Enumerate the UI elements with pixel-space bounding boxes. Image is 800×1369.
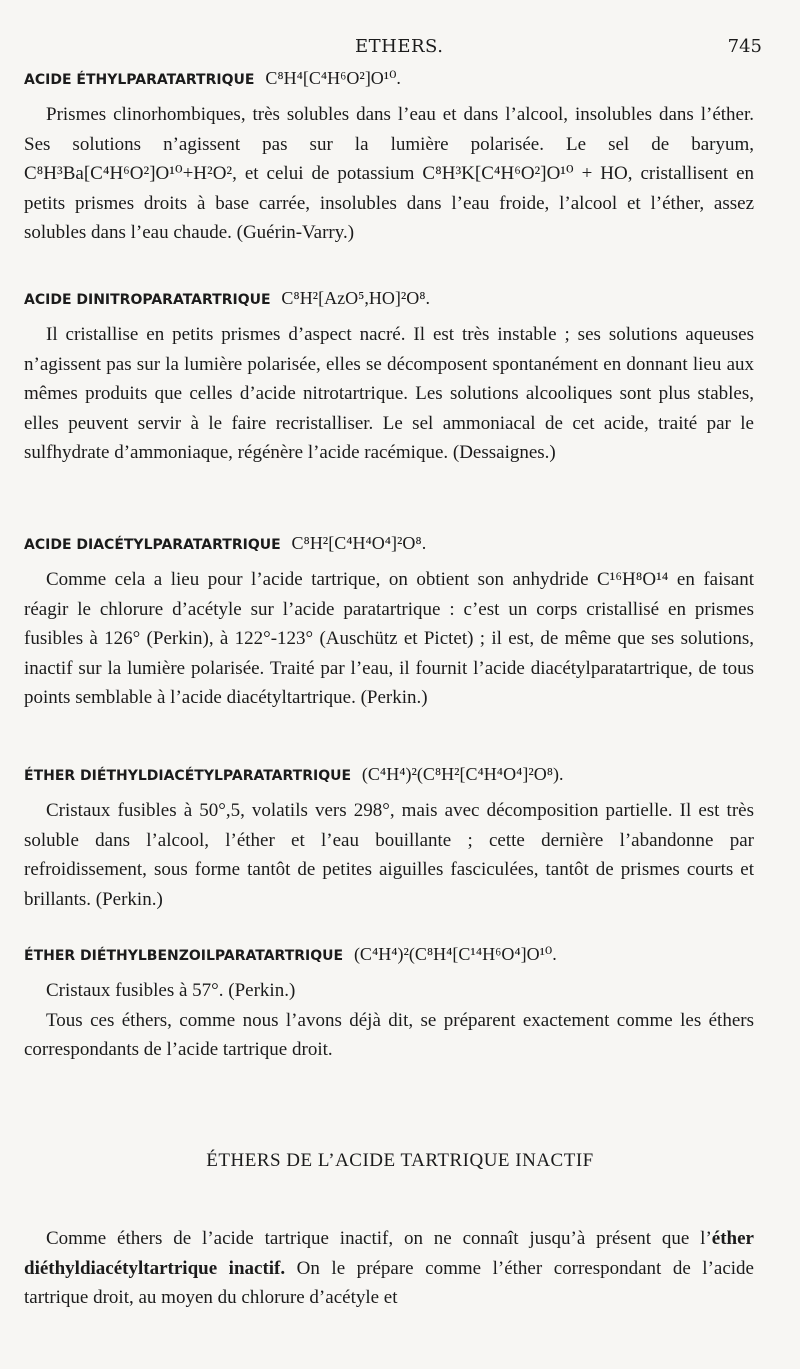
heading-formula: C⁸H²[AzO⁵,HO]²O⁸.	[281, 288, 431, 308]
heading-label: ÉTHER DIÉTHYLDIACÉTYLPARATARTRIQUE	[24, 768, 352, 784]
page-number: 745	[727, 36, 762, 57]
heading-label: ACIDE DIACÉTYLPARATARTRIQUE	[24, 537, 281, 553]
paragraph: Tous ces éthers, comme nous l’avons déjà dit, se préparent exactement comme les éthers correspondants de l’acide tartrique droit.	[24, 1009, 754, 1060]
section-dinitroparatartrique	[24, 284, 754, 468]
heading-formula: (C⁴H⁴)²(C⁸H⁴[C¹⁴H⁶O⁴]O¹⁰.	[353, 944, 557, 964]
section-heading	[24, 64, 754, 94]
paragraph: Prismes clinorhombiques, très solubles dans l’eau et dans l’alcool, insolubles dans l’éther. Ses solutions n’agissent pas sur la lumière polarisée. Le sel de baryum, C⁸H³Ba[C⁴H⁶O²]O¹⁰+H²O², et celui de potassium C⁸H³K[C⁴H⁶O²]O¹⁰ + HO, cristallisent en petits prismes droits à base carrée, insolubles dans l’eau froide, l’alcool et l’éther, assez solubles dans l’eau chaude. (Guérin-Varry.)	[24, 104, 754, 243]
paragraph: Comme cela a lieu pour l’acide tartrique, on obtient son anhydride C¹⁶H⁸O¹⁴ en faisant réagir le chlorure d’acétyle sur l’acide paratartrique : c’est un corps cristallisé en prismes fusibles à 126° (Perkin), à 122°-123° (Auschütz et Pictet) ; il est, de même que ses solutions, inactif sur la lumière polarisée. Traité par l’eau, il fournit l’acide diacétylparatartrique, de tous points semblable à l’acide diacétyltartrique. (Perkin.)	[24, 569, 754, 708]
heading-label: ACIDE ÉTHYLPARATARTRIQUE	[24, 72, 255, 88]
bold-term: éther diéthyldiacétyltartrique inactif.	[24, 1228, 754, 1279]
paragraph: Il cristallise en petits prismes d’aspect nacré. Il est très instable ; ses solutions aqueuses n’agissent pas sur la lumière polarisée, elles se décomposent spontanément en donnant lieu aux mêmes produits que celles d’acide nitrotartrique. Les solutions alcooliques sont plus stables, elles peuvent servir à le faire recristalliser. Le sel ammoniacal de cet acide, traité par le sulfhydrate d’ammoniaque, régénère l’acide racémique. (Dessaignes.)	[24, 324, 754, 463]
paragraph: Cristaux fusibles à 50°,5, volatils vers 298°, mais avec décomposition partielle. Il est très soluble dans l’alcool, l’éther et l’eau bouillante ; cette dernière l’abandonne par refroidissement, sous forme tantôt de petites aiguilles fasciculées, tantôt de prismes courts et brillants. (Perkin.)	[24, 800, 754, 910]
page-header	[0, 36, 800, 60]
section-title-inactif: ÉTHERS DE L’ACIDE TARTRIQUE INACTIF	[206, 1150, 594, 1171]
section-ether-diethyldiacetylparatartrique	[24, 760, 754, 914]
paragraph: Cristaux fusibles à 57°. (Perkin.)	[46, 980, 296, 1001]
heading-formula: C⁸H⁴[C⁴H⁶O²]O¹⁰.	[265, 68, 401, 88]
section-ether-diethylbenzoilparatartrique	[24, 940, 754, 1065]
heading-label: ÉTHER DIÉTHYLBENZOILPARATARTRIQUE	[24, 948, 344, 964]
paragraph	[24, 1224, 754, 1313]
heading-formula: C⁸H²[C⁴H⁴O⁴]²O⁸.	[291, 533, 427, 553]
section-heading	[24, 284, 754, 314]
section-diacetylparatartrique	[24, 529, 754, 713]
section-heading	[24, 940, 754, 970]
section-ethylparatartrique	[24, 64, 754, 248]
section-heading	[24, 529, 754, 559]
section-heading	[24, 760, 754, 790]
heading-formula: (C⁴H⁴)²(C⁸H²[C⁴H⁴O⁴]²O⁸).	[361, 764, 564, 784]
running-head: ETHERS.	[355, 36, 444, 57]
heading-label: ACIDE DINITROPARATARTRIQUE	[24, 292, 271, 308]
paragraph-text: Comme éthers de l’acide tartrique inactif, on ne connaît jusqu’à présent que l’	[46, 1228, 712, 1249]
section-inactif	[24, 1218, 754, 1313]
paragraph-text: On le prépare comme l’éther correspondant de l’acide tartrique droit, au moyen du chlorure d’acétyle et	[24, 1257, 754, 1308]
